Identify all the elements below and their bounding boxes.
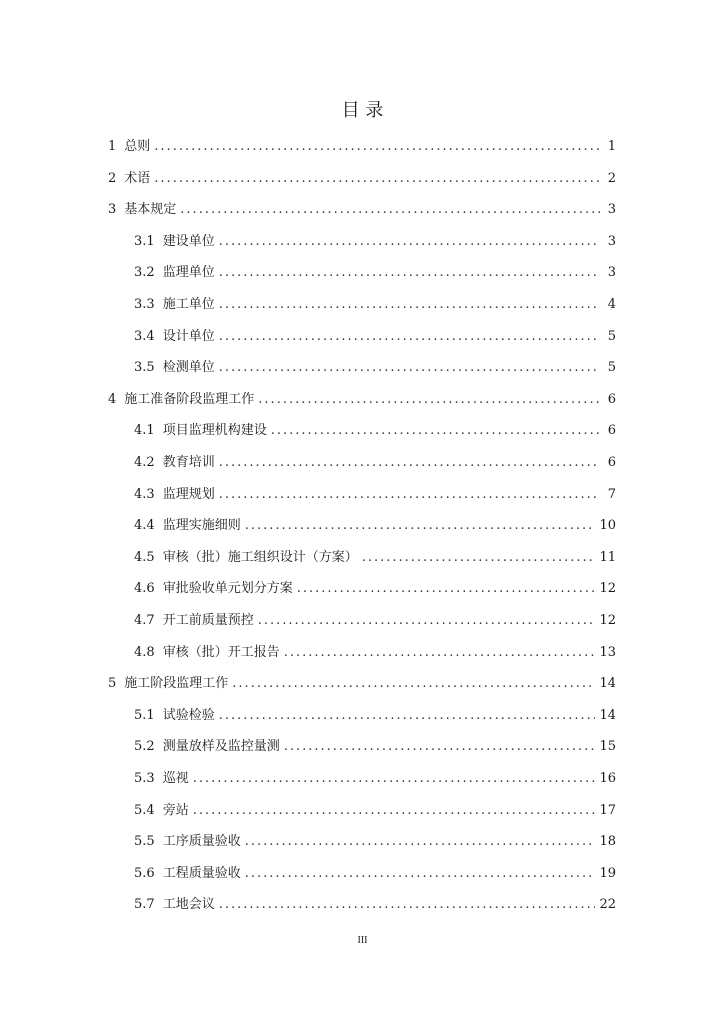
toc-entry-title: 工程质量验收 bbox=[162, 865, 241, 881]
toc-entry-title: 教育培训 bbox=[162, 455, 215, 470]
toc-entry[interactable] bbox=[108, 170, 616, 188]
toc-leader-dots bbox=[193, 770, 596, 788]
toc-entry-number: 4.3 bbox=[134, 486, 155, 502]
toc-leader-dots bbox=[154, 138, 600, 156]
toc-entry-page: 15 bbox=[599, 739, 616, 755]
toc-entry-page: 13 bbox=[599, 644, 616, 660]
toc-entry[interactable] bbox=[108, 391, 616, 409]
toc-entry-page: 14 bbox=[599, 676, 616, 692]
toc-entry[interactable] bbox=[134, 707, 616, 725]
toc-entry-number: 5.1 bbox=[134, 707, 155, 723]
toc-entry-title: 施工阶段监理工作 bbox=[124, 676, 229, 692]
toc-entry-page: 12 bbox=[599, 581, 616, 597]
toc-entry[interactable] bbox=[134, 580, 616, 598]
toc-entry-page: 7 bbox=[607, 486, 616, 502]
toc-entry[interactable] bbox=[134, 770, 616, 788]
toc-entry-title: 术语 bbox=[124, 170, 151, 186]
toc-entry-number: 4 bbox=[108, 391, 117, 407]
toc-entry[interactable] bbox=[134, 486, 616, 504]
toc-entry-title: 开工前质量预控 bbox=[162, 613, 254, 628]
toc-entry-page: 4 bbox=[607, 297, 616, 312]
toc-leader-dots bbox=[154, 170, 600, 188]
toc-leader-dots bbox=[219, 896, 596, 914]
toc-entry-number: 3.4 bbox=[134, 328, 155, 344]
toc-entry-title: 施工单位 bbox=[162, 297, 215, 312]
toc-leader-dots bbox=[297, 580, 596, 598]
toc-entry[interactable] bbox=[108, 675, 616, 693]
toc-entry-title: 审批验收单元划分方案 bbox=[162, 581, 293, 597]
toc-entry-title: 设计单位 bbox=[162, 328, 215, 344]
toc-entry-title: 旁站 bbox=[162, 802, 189, 818]
toc-leader-dots bbox=[219, 359, 600, 377]
toc-entry-number: 4.7 bbox=[134, 613, 155, 628]
toc-entry-page: 3 bbox=[607, 265, 616, 281]
toc-leader-dots bbox=[180, 201, 600, 219]
toc-leader-dots bbox=[245, 833, 596, 851]
toc-entry[interactable] bbox=[134, 865, 616, 883]
toc-entry-page: 5 bbox=[607, 360, 616, 376]
toc-entry-title: 工序质量验收 bbox=[162, 834, 241, 850]
toc-entry-title: 总则 bbox=[124, 139, 151, 154]
toc-entry-page: 6 bbox=[607, 455, 616, 470]
toc-entry-title: 监理实施细则 bbox=[162, 518, 241, 534]
toc-entry-number: 4.8 bbox=[134, 644, 155, 660]
toc-entry-number: 2 bbox=[108, 170, 117, 186]
toc-leader-dots bbox=[258, 391, 600, 409]
toc-entry-number: 3.3 bbox=[134, 297, 155, 312]
toc-leader-dots bbox=[232, 675, 595, 693]
toc-entry-page: 14 bbox=[599, 707, 616, 723]
toc-entry-page: 5 bbox=[607, 328, 616, 344]
toc-entry-number: 1 bbox=[108, 139, 117, 154]
toc-leader-dots bbox=[219, 233, 600, 251]
page-number: III bbox=[357, 935, 368, 946]
toc-entry-number: 5.4 bbox=[134, 802, 155, 818]
toc-entry-title: 施工准备阶段监理工作 bbox=[124, 391, 255, 407]
toc-entry-number: 4.4 bbox=[134, 518, 155, 534]
toc-entry[interactable] bbox=[134, 644, 616, 662]
toc-entry[interactable] bbox=[134, 549, 616, 567]
toc-entry-title: 试验检验 bbox=[162, 707, 215, 723]
page-title: 目 录 bbox=[341, 100, 384, 121]
toc-leader-dots bbox=[362, 549, 596, 567]
toc-entry-page: 6 bbox=[607, 423, 616, 439]
toc-entry[interactable] bbox=[134, 802, 616, 820]
toc-leader-dots bbox=[219, 454, 600, 472]
toc-entry[interactable] bbox=[108, 138, 616, 156]
toc-entry[interactable] bbox=[134, 612, 616, 630]
toc-entry-page: 19 bbox=[599, 865, 616, 881]
toc-entry-page: 3 bbox=[607, 202, 616, 218]
toc-entry-number: 5.7 bbox=[134, 897, 155, 913]
toc-entry-page: 16 bbox=[599, 771, 616, 786]
toc-leader-dots bbox=[219, 328, 600, 346]
toc-entry[interactable] bbox=[134, 896, 616, 914]
toc-leader-dots bbox=[284, 738, 596, 756]
toc-entry-number: 5.3 bbox=[134, 771, 155, 786]
toc-entry-number: 4.5 bbox=[134, 549, 155, 565]
toc-leader-dots bbox=[219, 296, 600, 314]
toc-entry[interactable] bbox=[134, 738, 616, 756]
toc-entry[interactable] bbox=[134, 264, 616, 282]
toc-entry-title: 建设单位 bbox=[162, 233, 215, 249]
toc-leader-dots bbox=[245, 865, 596, 883]
toc-entry-title: 监理单位 bbox=[162, 265, 215, 281]
toc-leader-dots bbox=[271, 422, 600, 440]
toc-entry-number: 5.2 bbox=[134, 739, 155, 755]
toc-entry[interactable] bbox=[134, 833, 616, 851]
toc-entry-number: 4.2 bbox=[134, 455, 155, 470]
toc-entry-title: 工地会议 bbox=[162, 897, 215, 913]
toc-entry[interactable] bbox=[134, 233, 616, 251]
toc-entry-number: 3.1 bbox=[134, 233, 155, 249]
toc-leader-dots bbox=[219, 486, 600, 504]
toc-leader-dots bbox=[193, 802, 596, 820]
toc-entry[interactable] bbox=[134, 328, 616, 346]
toc-entry-page: 3 bbox=[607, 233, 616, 249]
toc-entry-number: 3 bbox=[108, 202, 117, 218]
toc-entry-number: 3.2 bbox=[134, 265, 155, 281]
toc-entry-title: 监理规划 bbox=[162, 486, 215, 502]
toc-entry-number: 4.1 bbox=[134, 423, 155, 439]
toc-entry-title: 审核（批）施工组织设计（方案） bbox=[162, 549, 358, 565]
toc-entry-number: 4.6 bbox=[134, 581, 155, 597]
toc-leader-dots bbox=[219, 264, 600, 282]
toc-entry-title: 测量放样及监控量测 bbox=[162, 739, 280, 755]
toc-entry-title: 检测单位 bbox=[162, 360, 215, 376]
toc-entry-page: 12 bbox=[599, 613, 616, 628]
toc-entry-page: 1 bbox=[607, 139, 616, 154]
toc-entry[interactable] bbox=[134, 422, 616, 440]
toc-entry-number: 5 bbox=[108, 676, 117, 692]
toc-entry-page: 22 bbox=[599, 897, 616, 913]
toc-entry-page: 2 bbox=[607, 170, 616, 186]
toc-leader-dots bbox=[245, 517, 596, 535]
toc-entry[interactable] bbox=[134, 359, 616, 377]
toc-entry-page: 18 bbox=[599, 834, 616, 850]
toc-entry-page: 6 bbox=[607, 391, 616, 407]
toc-entry[interactable] bbox=[108, 201, 616, 219]
toc-entry-number: 5.5 bbox=[134, 834, 155, 850]
toc-entry-number: 3.5 bbox=[134, 360, 155, 376]
toc-entry-title: 巡视 bbox=[162, 771, 189, 786]
toc-entry[interactable] bbox=[134, 517, 616, 535]
toc-entry-title: 项目监理机构建设 bbox=[162, 423, 267, 439]
toc-entry-page: 10 bbox=[599, 518, 616, 534]
toc-entry[interactable] bbox=[134, 454, 616, 472]
toc-leader-dots bbox=[284, 644, 596, 662]
toc-entry-number: 5.6 bbox=[134, 865, 155, 881]
toc-entry-title: 审核（批）开工报告 bbox=[162, 644, 280, 660]
toc-leader-dots bbox=[219, 707, 596, 725]
toc-entry-title: 基本规定 bbox=[124, 202, 177, 218]
toc-leader-dots bbox=[258, 612, 596, 630]
toc-entry-page: 17 bbox=[599, 802, 616, 818]
toc-entry[interactable] bbox=[134, 296, 616, 314]
toc-entry-page: 11 bbox=[599, 549, 616, 565]
